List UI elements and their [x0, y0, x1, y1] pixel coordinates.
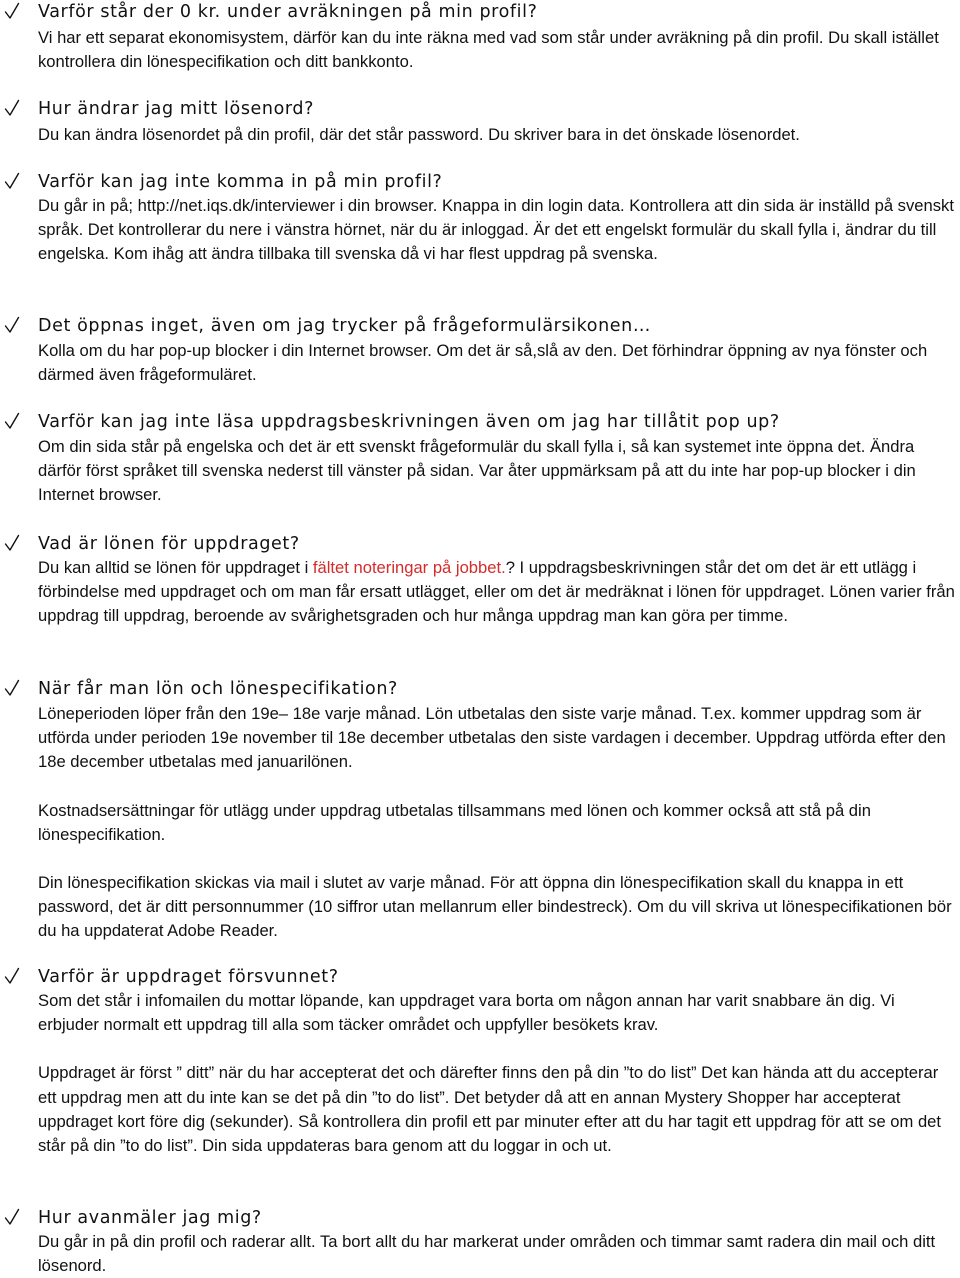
faq-answer-paragraph: Som det står i infomailen du mottar löpande, kan uppdraget vara borta om någon annan har varit snabbare än dig. Vi erbjuder normalt ett uppdrag till alla som täcker området och uppfyller besökets krav.: [38, 991, 895, 1035]
checkmark-icon: [4, 99, 22, 119]
faq-question: När får man lön och lönespecifikation?: [38, 679, 398, 699]
faq-question: Det öppnas inget, även om jag trycker på frågeformulärsikonen…: [38, 316, 651, 336]
faq-question: Varför står der 0 kr. under avräkningen på min profil?: [38, 2, 538, 22]
faq-question: Vad är lönen för uppdraget?: [38, 534, 300, 554]
faq-answer: [38, 989, 956, 1158]
faq-answer: [38, 702, 956, 944]
answer-text: ? I uppdragsbeskrivningen står det om det är ett utlägg i förbindelse med uppdraget och om man får ersatt utlägget, eller om det är medräknat i lönen för uppdraget. Lönen varier från uppdrag till uppdrag, beroende av svårighetsgraden och hur många uppdrag man kan göra per timme.: [38, 558, 955, 626]
checkmark-icon: [4, 316, 22, 336]
faq-question: Varför kan jag inte komma in på min profil?: [38, 172, 443, 192]
faq-answer-paragraph: [38, 556, 956, 629]
faq-answer-paragraph: Du går in på din profil och raderar allt. Ta bort allt du har markerat under områden och timmar samt radera din mail och ditt lösenord.: [38, 1232, 936, 1276]
answer-text: Du kan alltid se lönen för uppdraget i: [38, 558, 313, 577]
checkmark-icon: [4, 967, 22, 987]
faq-answer-paragraph: Kolla om du har pop-up blocker i din Internet browser. Om det är så,slå av den. Det förhindrar öppning av nya fönster och därmed även frågeformuläret.: [38, 341, 928, 385]
faq-answer-paragraph: Kostnadsersättningar för utlägg under uppdrag utbetalas tillsammans med lönen och kommer också att stå på din lönespecifikation.: [38, 800, 871, 844]
checkmark-icon: [4, 1208, 22, 1228]
faq-answer: [38, 1230, 956, 1278]
faq-question: Varför kan jag inte läsa uppdragsbeskrivningen även om jag har tillåtit pop up?: [38, 412, 780, 432]
faq-question: Varför är uppdraget försvunnet?: [38, 967, 339, 987]
checkmark-icon: [4, 172, 22, 192]
faq-answer-paragraph: Vi har ett separat ekonomisystem, därför kan du inte räkna med vad som står under avräkning på din profil. Du skall istället kontrollera din lönespecifikation och ditt bankkonto.: [38, 28, 939, 72]
faq-question: Hur avanmäler jag mig?: [38, 1208, 262, 1228]
faq-answer-paragraph: Din lönespecifikation skickas via mail i slutet av varje månad. För att öppna din lönespecifikation skall du knappa in ett password, det är ditt personnummer (10 siffror utan mellanrum eller bindestreck). Om du vill skriva ut lönespecifikationen bör du ha uppdaterat Adobe Reader.: [38, 873, 952, 941]
faq-answer-paragraph: Om din sida står på engelska och det är ett svenskt frågeformulär du skall fylla i, så kan systemet inte öppna det. Ändra därför först språket till svenska nederst till vänster på sidan. Var åter uppmärksam på att du inte har pop-up blocker i din Internet browser.: [38, 437, 916, 505]
faq-answer: [38, 123, 956, 147]
highlighted-field-reference: fältet noteringar på jobbet.: [312, 558, 506, 577]
faq-answer-paragraph: Uppdraget är först ” ditt” när du har accepterat det och därefter finns den på din ”to do list” Det kan hända att du accepterar ett uppdrag men att du inte kan se det på din ”to do list”. Det betyder då att en annan Mystery Shopper har accepterat uppdraget kort före dig (sekunder). Så kontrollera din profil ett par minuter efter att du har tagit ett uppdrag för att se om det står på din ”to do list”. Din sida uppdateras bara genom att du loggar in och ut.: [38, 1063, 942, 1156]
faq-answer-paragraph: Du går in på; http://net.iqs.dk/interviewer i din browser. Knappa in din login data. Kontrollera att din sida är inställd på svenskt språk. Det kontrollerar du nere i vänstra hörnet, när du är inloggad. Är det ett engelskt formulär du skall fylla i, ändrar du till engelska. Kom ihåg att ändra tillbaka till svenska då vi har flest uppdrag på svenska.: [38, 196, 954, 264]
checkmark-icon: [4, 2, 22, 22]
faq-question: Hur ändrar jag mitt lösenord?: [38, 99, 314, 119]
faq-answer: [38, 26, 956, 74]
faq-answer-paragraph: Du kan ändra lösenordet på din profil, där det står password. Du skriver bara in det önskade lösenordet.: [38, 125, 800, 144]
faq-answer: [38, 339, 956, 387]
faq-answer-paragraph: Löneperioden löper från den 19e– 18e varje månad. Lön utbetalas den siste varje månad. T.ex. kommer uppdrag som är utförda under perioden 19e november til 18e december utbetalas den siste vardagen i december. Uppdrag utförda efter den 18e december utbetalas med januarilönen.: [38, 704, 946, 772]
checkmark-icon: [4, 412, 22, 432]
faq-answer: [38, 556, 956, 629]
faq-answer: [38, 194, 956, 267]
checkmark-icon: [4, 534, 22, 554]
checkmark-icon: [4, 679, 22, 699]
faq-answer: [38, 435, 956, 508]
